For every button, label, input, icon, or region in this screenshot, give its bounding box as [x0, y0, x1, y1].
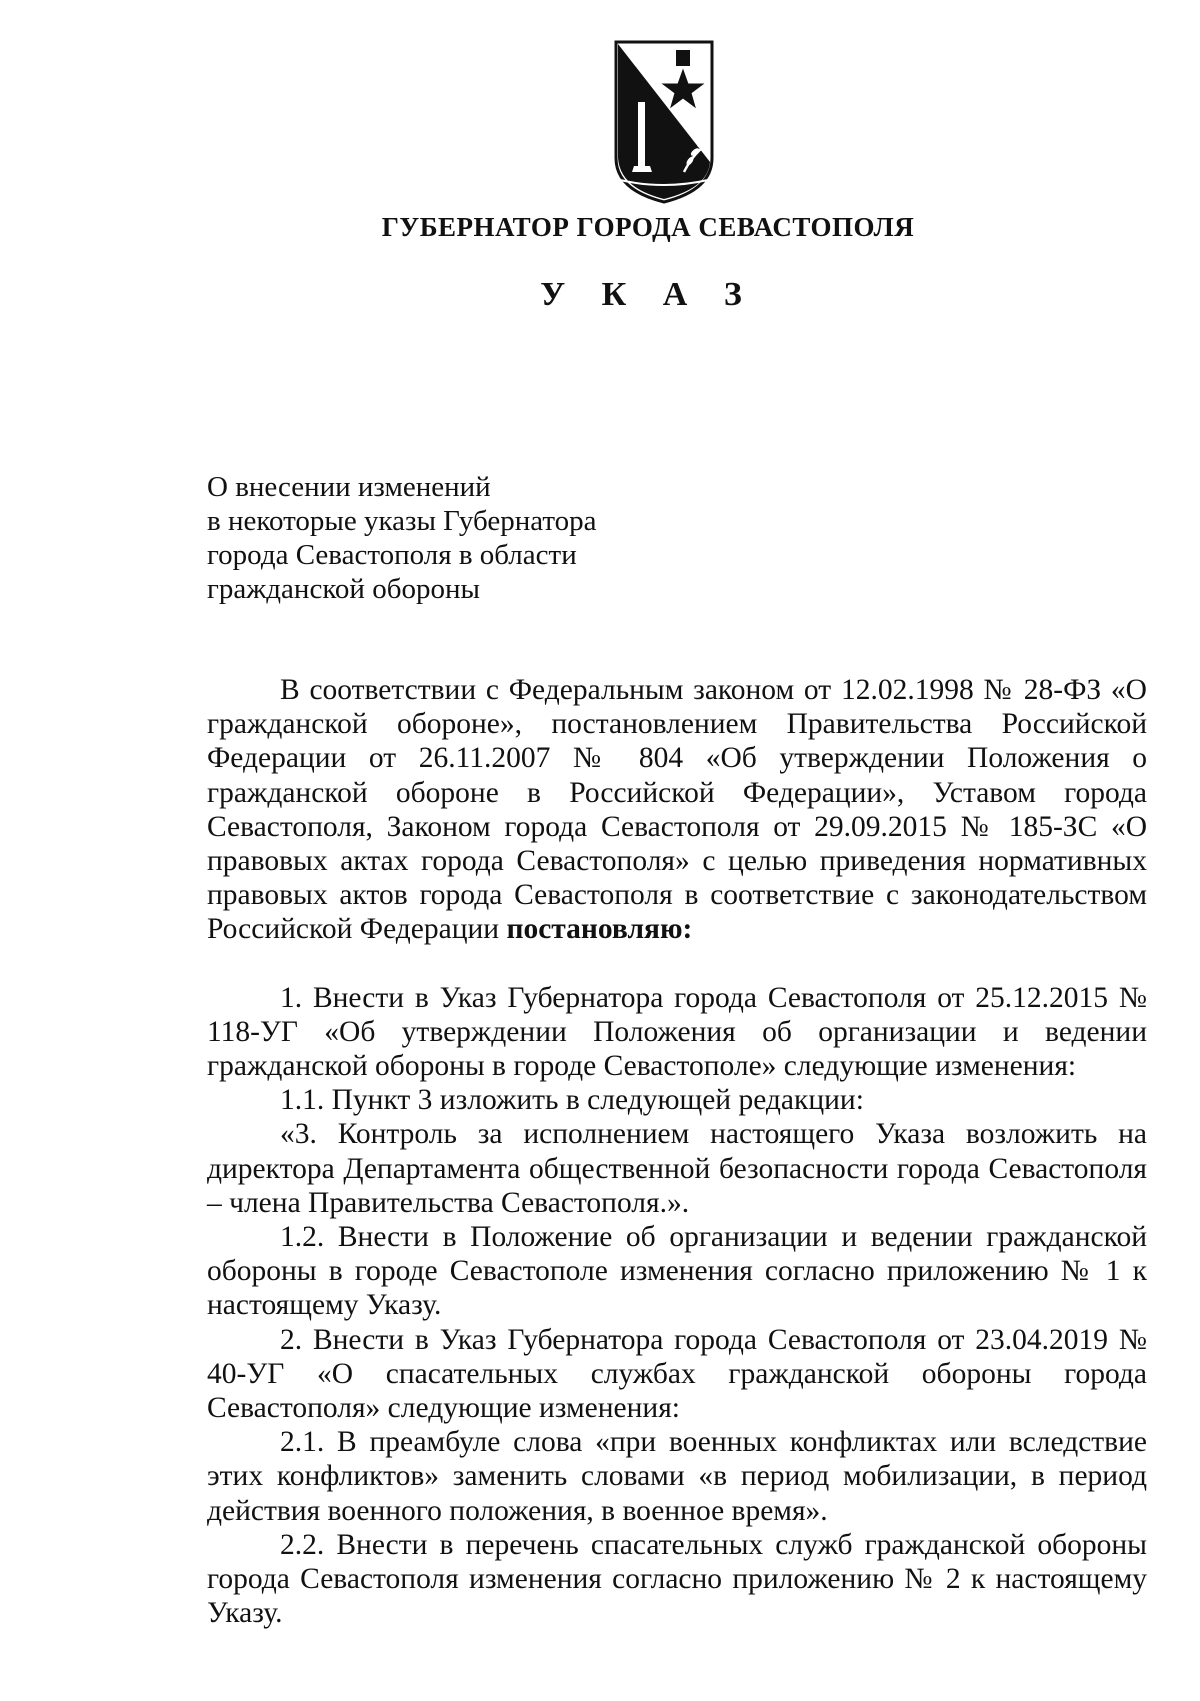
- decree-word: постановляю:: [506, 913, 693, 946]
- issuing-authority: ГУБЕРНАТОР ГОРОДА СЕВАСТОПОЛЯ: [381, 212, 915, 242]
- item-paragraph: 2. Внести в Указ Губернатора города Севастополя от 23.04.2019 № 40-УГ «О спасательных службах гражданской обороны города Севастополя» следующие изменения:: [207, 1323, 1147, 1425]
- document-body: [207, 673, 1147, 1630]
- item-paragraph: 2.1. В преамбуле слова «при военных конфликтах или вследствие этих конфликтов» заменить словами «в период мобилизации, в период действия военного положения, в военное время».: [207, 1426, 1147, 1527]
- item-paragraph: 1.1. Пункт 3 изложить в следующей редакции:: [280, 1084, 864, 1117]
- coat-of-arms-icon: [612, 40, 716, 205]
- preamble-text: В соответствии с Федеральным законом от 12.02.1998 № 28-ФЗ «О гражданской обороне», постановлением Правительства Российской Федерации от 26.11.2007 № 804 «Об утверждении Положения о гражданской обороне в Российской Федерации», Уставом города Севастополя, Законом города Севастополя от 29.09.2015 № 185-ЗС «О правовых актах города Севастополя» с целью приведения нормативных правовых актов города Севастополя в соответствие с законодательством Российской Федерации: [207, 674, 1147, 946]
- document-subject: [207, 470, 727, 606]
- item-paragraph: 1. Внести в Указ Губернатора города Севастополя от 25.12.2015 № 118-УГ «Об утверждении Положения об организации и ведении гражданской обороны в городе Севастополе» следующие изменения:: [207, 981, 1147, 1083]
- subject-line: О внесении изменений: [207, 471, 491, 503]
- subject-line: гражданской обороны: [207, 573, 480, 605]
- subject-line: города Севастополя в области: [207, 539, 577, 571]
- item-paragraph: 1.2. Внести в Положение об организации и ведении гражданской обороны в городе Севастополе изменения согласно приложению № 1 к настоящему Указу.: [207, 1221, 1147, 1322]
- document-type: У К А З: [540, 276, 756, 313]
- subject-line: в некоторые указы Губернатора: [207, 505, 597, 537]
- item-paragraph: «3. Контроль за исполнением настоящего Указа возложить на директора Департамента общественной безопасности города Севастополя – члена Правительства Севастополя.».: [207, 1118, 1147, 1219]
- paragraph-gap: [207, 947, 1147, 981]
- preamble-paragraph: [207, 673, 1147, 947]
- item-paragraph: 2.2. Внести в перечень спасательных служб гражданской обороны города Севастополя изменения согласно приложению № 2 к настоящему Указу.: [207, 1528, 1147, 1630]
